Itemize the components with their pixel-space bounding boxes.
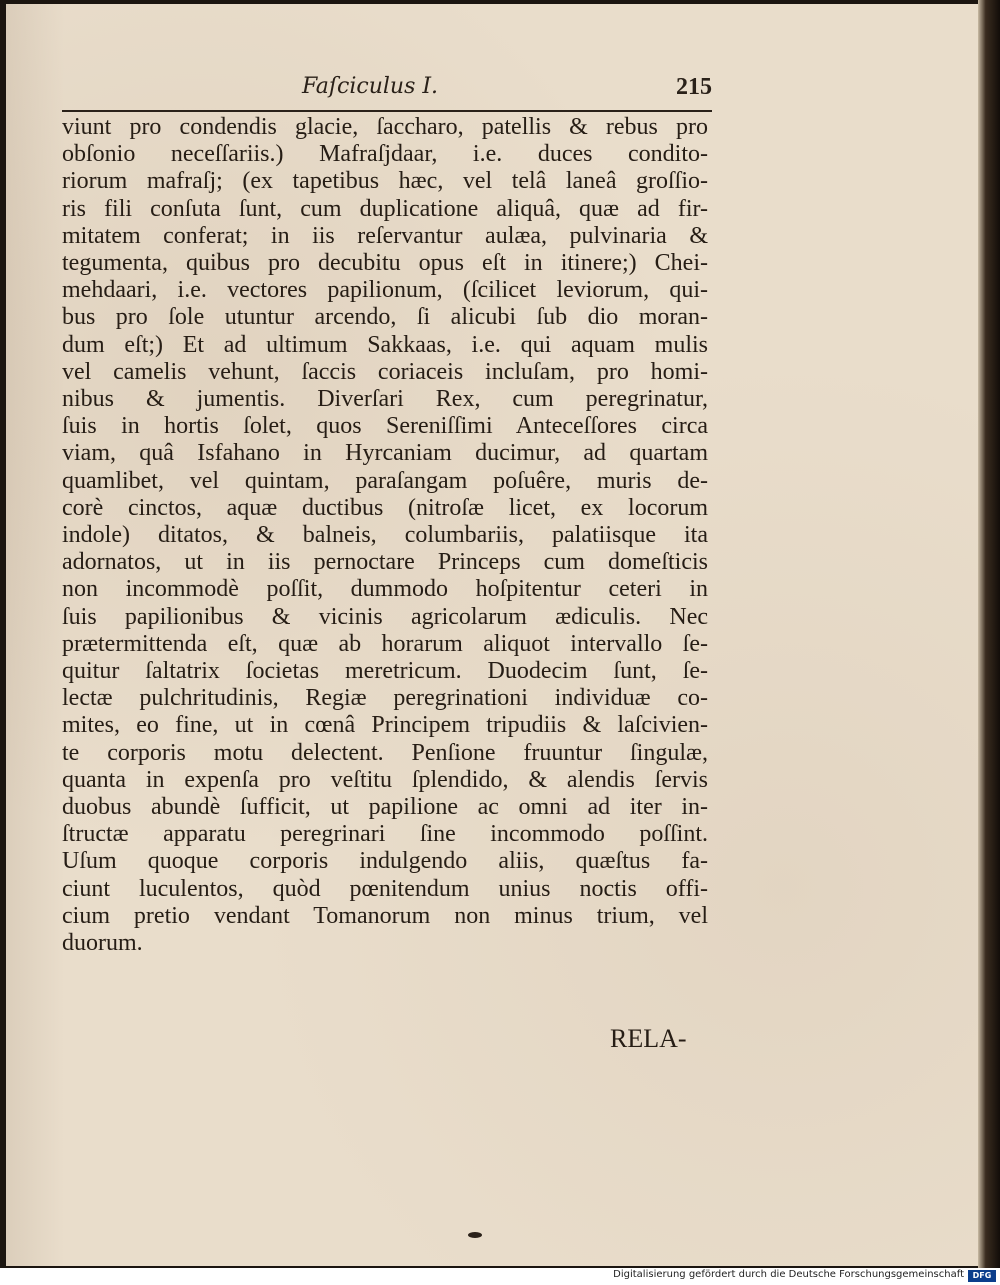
page-number: 215 xyxy=(676,74,712,100)
text-line: ris fili conſuta ſunt, cum duplicatione aliquâ, quæ ad fir- xyxy=(62,195,708,222)
catchword: RELA- xyxy=(610,1024,687,1053)
text-line: quanta in expenſa pro veſtitu ſplendido, & alendis ſervis xyxy=(62,766,708,793)
text-line: quitur ſaltatrix ſocietas meretricum. Duodecim ſunt, ſe- xyxy=(62,658,708,685)
text-line: bus pro ſole utuntur arcendo, ſi alicubi ſub dio moran- xyxy=(62,304,708,331)
text-line: obſonio neceſſariis.) Mafraſjdaar, i.e. duces condito- xyxy=(62,141,708,168)
text-line: mehdaari, i.e. vectores papilionum, (ſcilicet leviorum, qui- xyxy=(62,277,708,304)
text-line: mitatem conferat; in iis reſervantur aulæa, pulvinaria & xyxy=(62,222,708,249)
digitization-footer xyxy=(0,1268,1000,1285)
text-line: cium pretio vendant Tomanorum non minus trium, vel xyxy=(62,902,708,929)
text-line: ſuis papilionibus & vicinis agricolarum ædiculis. Nec xyxy=(62,603,708,630)
text-line: duorum. xyxy=(62,930,143,957)
text-line: duobus abundè ſufficit, ut papilione ac omni ad iter in- xyxy=(62,794,708,821)
text-line: dum eſt;) Et ad ultimum Sakkaas, i.e. qui aquam mulis xyxy=(62,331,708,358)
text-line: lectæ pulchritudinis, Regiæ peregrinationi individuæ co- xyxy=(62,685,708,712)
text-line: vel camelis vehunt, ſaccis coriaceis incluſam, pro homi- xyxy=(62,358,708,385)
ink-smudge xyxy=(468,1232,482,1238)
text-line: te corporis motu delectent. Penſione fruuntur ſingulæ, xyxy=(62,739,708,766)
text-line: ciunt luculentos, quòd pœnitendum unius noctis offi- xyxy=(62,875,708,902)
text-line: viam, quâ Isfahano in Hyrcaniam ducimur, ad quartam xyxy=(62,440,708,467)
text-line: quamlibet, vel quintam, paraſangam poſuêre, muris de- xyxy=(62,467,708,494)
text-line: prætermittenda eſt, quæ ab horarum aliquot intervallo ſe- xyxy=(62,630,708,657)
text-line: adornatos, ut in iis pernoctare Princeps cum domeſticis xyxy=(62,549,708,576)
page-header xyxy=(62,74,712,112)
text-line: ſtructæ apparatu peregrinari ſine incommodo poſſint. xyxy=(62,821,708,848)
text-line: corè cinctos, aquæ ductibus (nitroſæ licet, ex locorum xyxy=(62,494,708,521)
text-line: Uſum quoque corporis indulgendo aliis, quæſtus fa- xyxy=(62,848,708,875)
text-line: indole) ditatos, & balneis, columbariis, palatiisque ita xyxy=(62,522,708,549)
text-line: nibus & jumentis. Diverſari Rex, cum peregrinatur, xyxy=(62,386,708,413)
text-line: mites, eo fine, ut in cœnâ Principem tripudiis & laſcivien- xyxy=(62,712,708,739)
book-page xyxy=(6,4,978,1266)
text-line: riorum mafraſj; (ex tapetibus hæc, vel telâ laneâ groſſio- xyxy=(62,168,708,195)
dfg-logo: DFG xyxy=(968,1270,996,1282)
running-title: Faſciculus I. xyxy=(302,74,439,99)
text-line: ſuis in hortis ſolet, quos Sereniſſimi Anteceſſores circa xyxy=(62,413,708,440)
text-line: viunt pro condendis glacie, ſaccharo, patellis & rebus pro xyxy=(62,114,708,140)
funding-credit: Digitalisierung gefördert durch die Deutsche Forschungsgemeinschaft xyxy=(613,1269,964,1280)
page-edge-shadow xyxy=(978,0,1000,1268)
text-line: non incommodè poſſit, dummodo hoſpitentur ceteri in xyxy=(62,576,708,603)
body-text xyxy=(62,114,722,957)
text-line: tegumenta, quibus pro decubitu opus eſt in itinere;) Chei- xyxy=(62,250,708,277)
